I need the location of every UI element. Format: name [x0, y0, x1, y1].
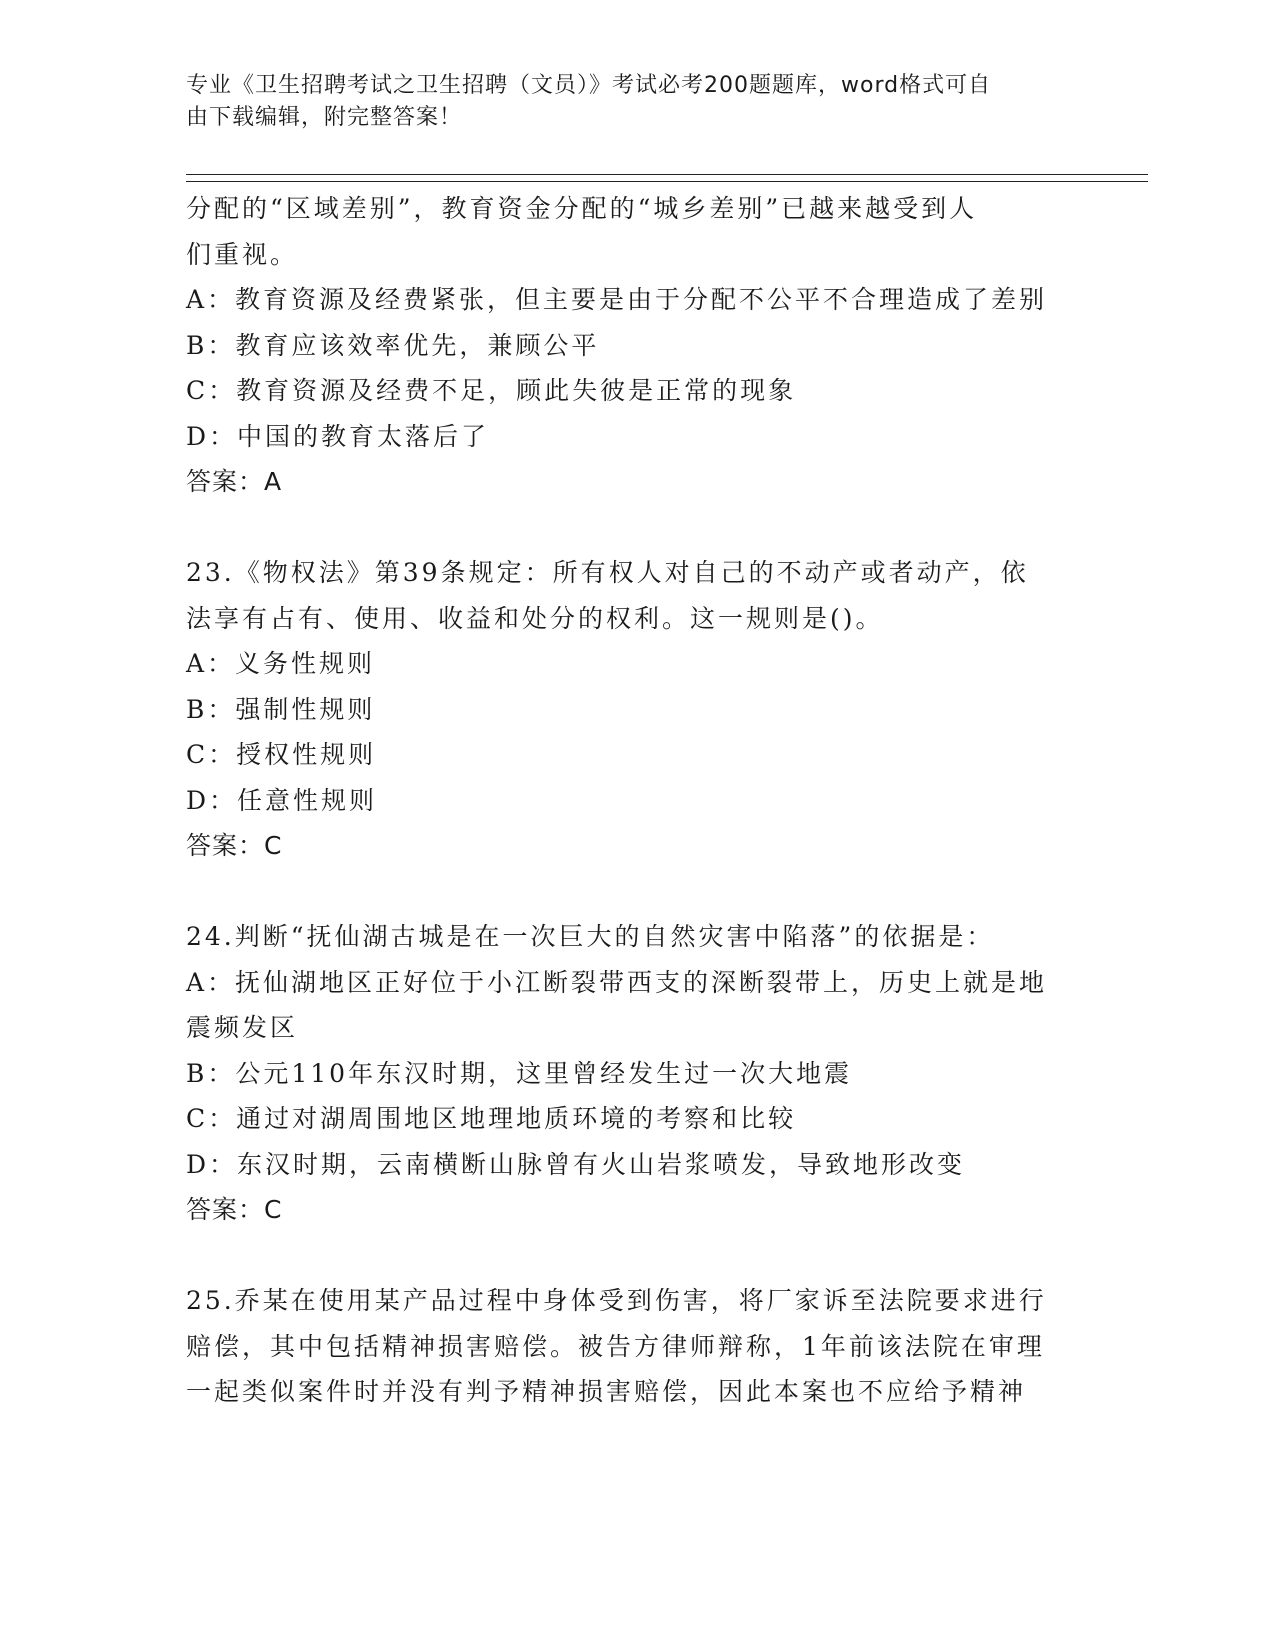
option-b: B：强制性规则	[186, 694, 376, 724]
option-b: B：公元110年东汉时期，这里曾经发生过一次大地震	[186, 1058, 853, 1088]
option-a: A：义务性规则	[186, 649, 376, 678]
document-body	[186, 186, 1086, 1415]
question-stem-line: 23.《物权法》第39条规定：所有权人对自己的不动产或者动产，依	[186, 558, 1029, 587]
question-23	[186, 550, 1086, 869]
header-rule-bottom	[186, 181, 1148, 182]
spacer	[186, 869, 1086, 915]
option-c: C：授权性规则	[186, 740, 377, 769]
question-stem-line: 们重视。	[186, 239, 299, 269]
header-line-1: 专业《卫生招聘考试之卫生招聘（文员）》考试必考200题题库，word格式可自	[186, 73, 992, 98]
question-stem-line: 法享有占有、使用、收益和处分的权利。这一规则是()。	[186, 603, 884, 633]
option-d: D：任意性规则	[186, 785, 378, 815]
question-25	[186, 1278, 1086, 1415]
header-line-2: 由下载编辑，附完整答案！	[186, 105, 463, 130]
answer-line: 答案：C	[186, 1195, 283, 1224]
question-stem-line: 赔偿，其中包括精神损害赔偿。被告方律师辩称，1年前该法院在审理	[186, 1331, 1045, 1361]
option-d: D：东汉时期，云南横断山脉曾有火山岩浆喷发，导致地形改变	[186, 1149, 966, 1179]
document-header	[186, 70, 1066, 134]
answer-line: 答案：A	[186, 467, 283, 496]
option-a: A：抚仙湖地区正好位于小江断裂带西支的深断裂带上，历史上就是地	[186, 967, 1048, 997]
spacer	[186, 505, 1086, 551]
header-rule-top	[186, 174, 1148, 175]
option-a-continued: 震频发区	[186, 1013, 299, 1042]
option-c: C：通过对湖周围地区地理地质环境的考察和比较	[186, 1104, 797, 1133]
question-stem-line: 一起类似案件时并没有判予精神损害赔偿，因此本案也不应给予精神	[186, 1377, 1027, 1406]
spacer	[186, 1233, 1086, 1279]
question-24	[186, 914, 1086, 1233]
option-a: A：教育资源及经费紧张，但主要是由于分配不公平不合理造成了差别	[186, 285, 1048, 314]
question-stem-line: 分配的“区域差别”，教育资金分配的“城乡差别”已越来越受到人	[186, 194, 978, 223]
option-b: B：教育应该效率优先，兼顾公平	[186, 330, 600, 360]
answer-line: 答案：C	[186, 831, 283, 860]
question-22	[186, 186, 1086, 505]
option-d: D：中国的教育太落后了	[186, 421, 490, 451]
option-c: C：教育资源及经费不足，顾此失彼是正常的现象	[186, 376, 797, 405]
question-stem-line: 25.乔某在使用某产品过程中身体受到伤害，将厂家诉至法院要求进行	[186, 1286, 1047, 1315]
question-stem-line: 24.判断“抚仙湖古城是在一次巨大的自然灾害中陷落”的依据是：	[186, 922, 995, 951]
